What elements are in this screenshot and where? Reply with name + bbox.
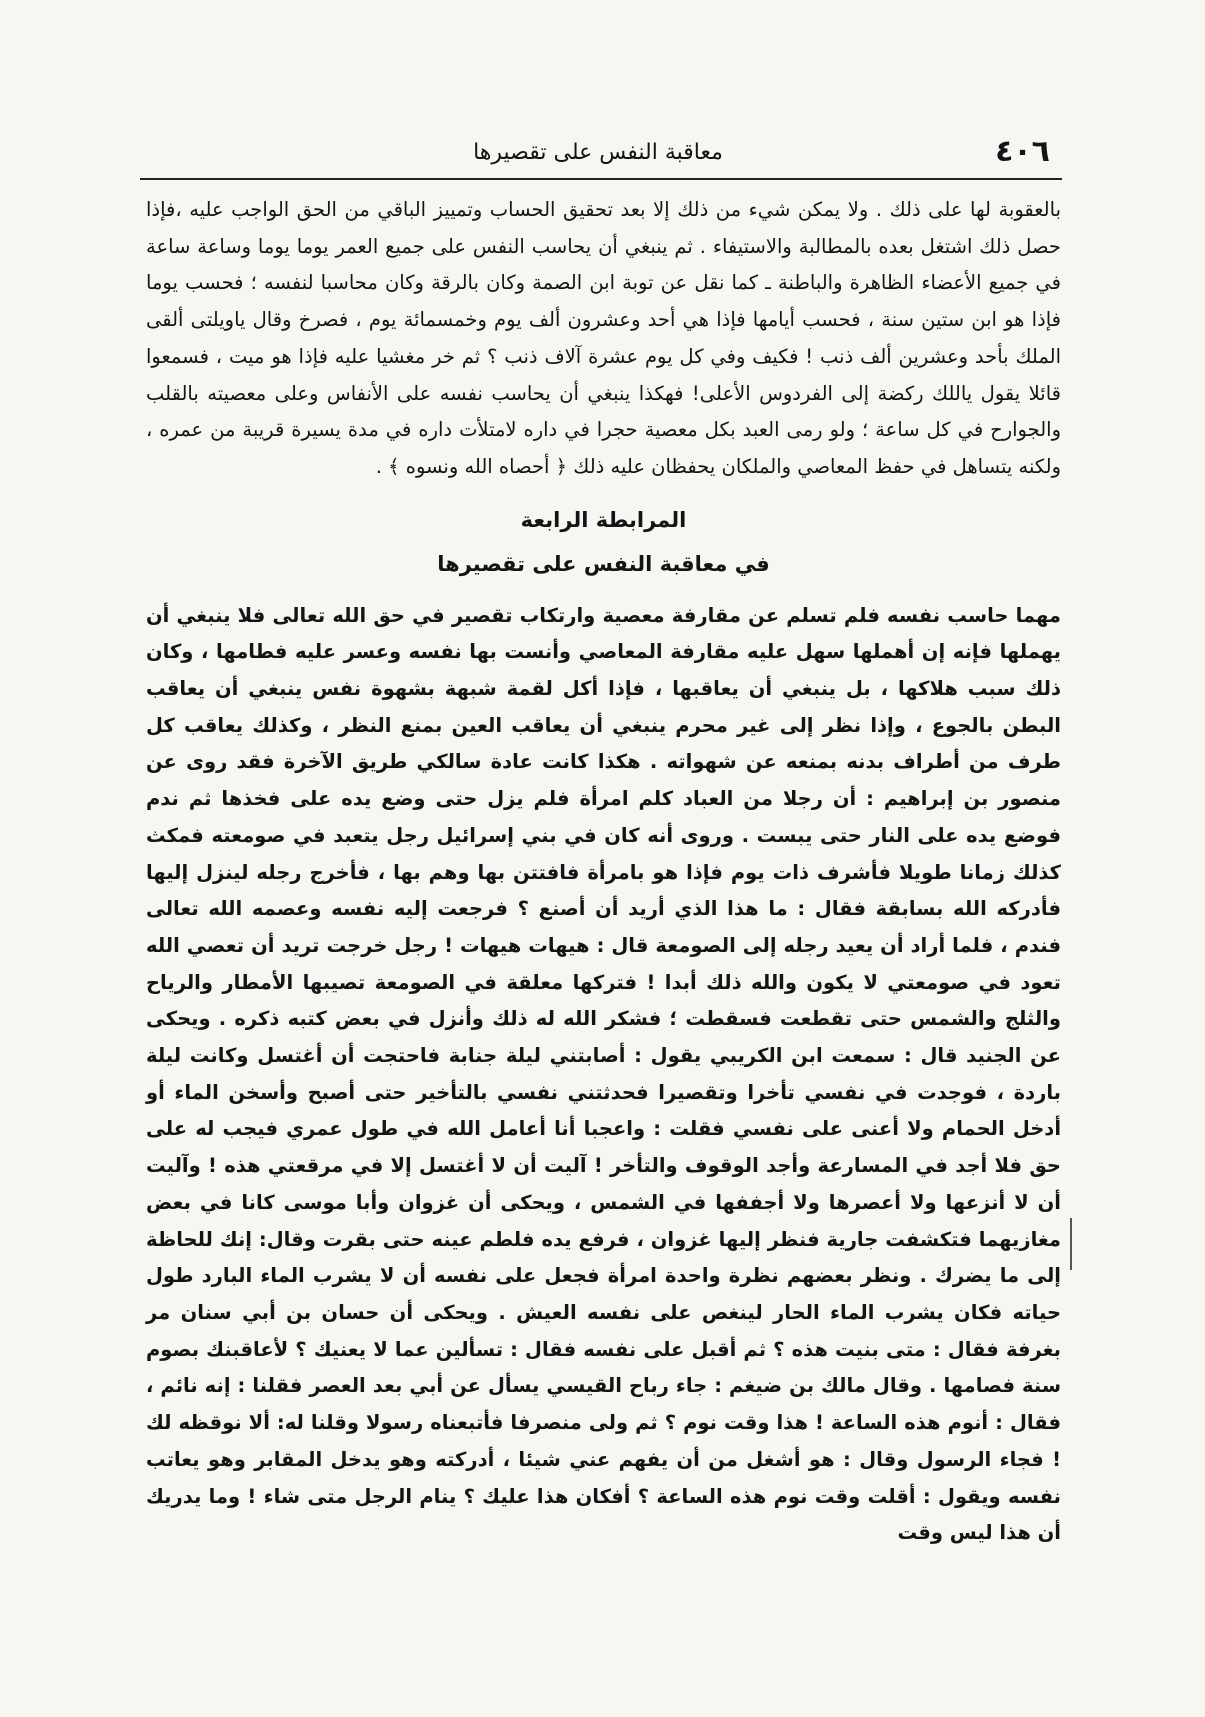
body-paragraph: بالعقوبة لها على ذلك . ولا يمكن شيء من ذلك إلا بعد تحقيق الحساب وتمييز الباقي من الحق الواجب عليه ،فإذا حصل ذلك اشتغل بعده بالمطالبة والاستيفاء . ثم ينبغي أن يحاسب النفس على جميع العمر يوما يوما وساعة ساعة في جميع الأعضاء الظاهرة والباطنة ـ كما نقل عن توبة ابن الصمة وكان بالرقة وكان محاسبا لنفسه ؛ فحسب يوما فإذا هو ابن ستين سنة ، فحسب أيامها فإذا هي أحد وعشرون ألف يوم وخمسمائة يوم ، فصرخ وقال ياويلتى ألقى الملك بأحد وعشرين ألف ذنب ! فكيف وفي كل يوم عشرة آلاف ذنب ؟ ثم خر مغشيا عليه فإذا هو ميت ، فسمعوا قائلا يقول ياللك ركضة إلى الفردوس الأعلى! فهكذا ينبغي أن يحاسب نفسه على الأنفاس وعلى معصيته بالقلب والجوارح في كل ساعة ؛ ولو رمى العبد بكل معصية حجرا في داره لامتلأت داره في مدة يسيرة قريبة من عمره ، ولكنه يتساهل في حفظ المعاصي والملكان يحفظان عليه ذلك ﴿ أحصاه الله ونسوه ﴾ . xyxy=(146,198,1061,478)
margin-mark xyxy=(1070,1218,1072,1270)
page-header xyxy=(138,134,1058,178)
page-body xyxy=(146,192,1061,1552)
running-title: معاقبة النفس على تقصيرها xyxy=(473,140,723,165)
section-subtitle: في معاقبة النفس على تقصيرها xyxy=(437,551,770,576)
page-number: ٤٠٦ xyxy=(995,134,1050,169)
body-paragraph: مهما حاسب نفسه فلم تسلم عن مقارفة معصية وارتكاب تقصير في حق الله تعالى فلا ينبغي أن يهملها فإنه إن أهملها سهل عليه مقارفة المعاصي وأنست بها نفسه وعسر عليه فطامها ، وكان ذلك سبب هلاكها ، بل ينبغي أن يعاقبها ، فإذا أكل لقمة شبهة بشهوة نفس ينبغي أن يعاقب البطن بالجوع ، وإذا نظر إلى غير محرم ينبغي أن يعاقب العين بمنع النظر ، وكذلك يعاقب كل طرف من أطراف بدنه بمنعه عن شهواته . هكذا كانت عادة سالكي طريق الآخرة فقد روى عن منصور بن إبراهيم : أن رجلا من العباد كلم امرأة فلم يزل حتى وضع يده على فخذها ثم ندم فوضع يده على النار حتى يبست . وروى أنه كان في بني إسرائيل رجل يتعبد في صومعته فمكث كذلك زمانا طويلا فأشرف ذات يوم فإذا هو بامرأة فافتتن بها وهم بها ، فأخرج رجله لينزل إليها فأدركه الله بسابقة فقال : ما هذا الذي أريد أن أصنع ؟ فرجعت إليه نفسه وعصمه الله تعالى فندم ، فلما أراد أن يعيد رجله إلى الصومعة قال : هيهات هيهات ! رجل خرجت تريد أن تعصي الله تعود في صومعتي لا يكون والله ذلك أبدا ! فتركها معلقة في الصومعة تصيبها الأمطار والرياح والثلج والشمس حتى تقطعت فسقطت ؛ فشكر الله له ذلك وأنزل في بعض كتبه ذكره . ويحكى عن الجنيد قال : سمعت ابن الكريبي يقول : أصابتني ليلة جنابة فاحتجت أن أغتسل وكانت ليلة باردة ، فوجدت في نفسي تأخرا وتقصيرا فحدثتني نفسي بالتأخير حتى أصبح وأسخن الماء أو أدخل الحمام ولا أعنى على نفسي فقلت : واعجبا أنا أعامل الله في طول عمري فيجب له على حق فلا أجد في المسارعة وأجد الوقوف والتأخر ! آليت أن لا أغتسل إلا في مرقعتي هذه ! وآليت أن لا أنزعها ولا أعصرها ولا أجففها في الشمس ، ويحكى أن غزوان وأبا موسى كانا في بعض مغازيهما فتكشفت جارية فنظر إليها غزوان ، فرفع يده فلطم عينه حتى بقرت وقال: إنك للحاظة إلى ما يضرك . ونظر بعضهم نظرة واحدة امرأة فجعل على نفسه أن لا يشرب الماء البارد طول حياته فكان يشرب الماء الحار لينغص على نفسه العيش . ويحكى أن حسان بن أبي سنان مر بغرفة فقال : متى بنيت هذه ؟ ثم أقبل على نفسه فقال : تسألين عما لا يعنيك ؟ لأعاقبنك بصوم سنة فصامها . وقال مالك بن ضيغم : جاء رباح القيسي يسأل عن أبي بعد العصر فقلنا : إنه نائم ، فقال : أنوم هذه الساعة ! هذا وقت نوم ؟ ثم ولى منصرفا فأتبعناه رسولا وقلنا له: ألا نوقظه لك ! فجاء الرسول وقال : هو أشغل من أن يفهم عني شيئا ، أدركته وهو يدخل المقابر وهو يعاتب نفسه ويقول : أقلت وقت نوم هذه الساعة ؟ أفكان هذا عليك ؟ ينام الرجل متى شاء ! وما يدريك أن هذا ليس وقت xyxy=(146,603,1061,1545)
section-title: المرابطة الرابعة xyxy=(520,507,687,532)
header-divider xyxy=(140,178,1062,180)
